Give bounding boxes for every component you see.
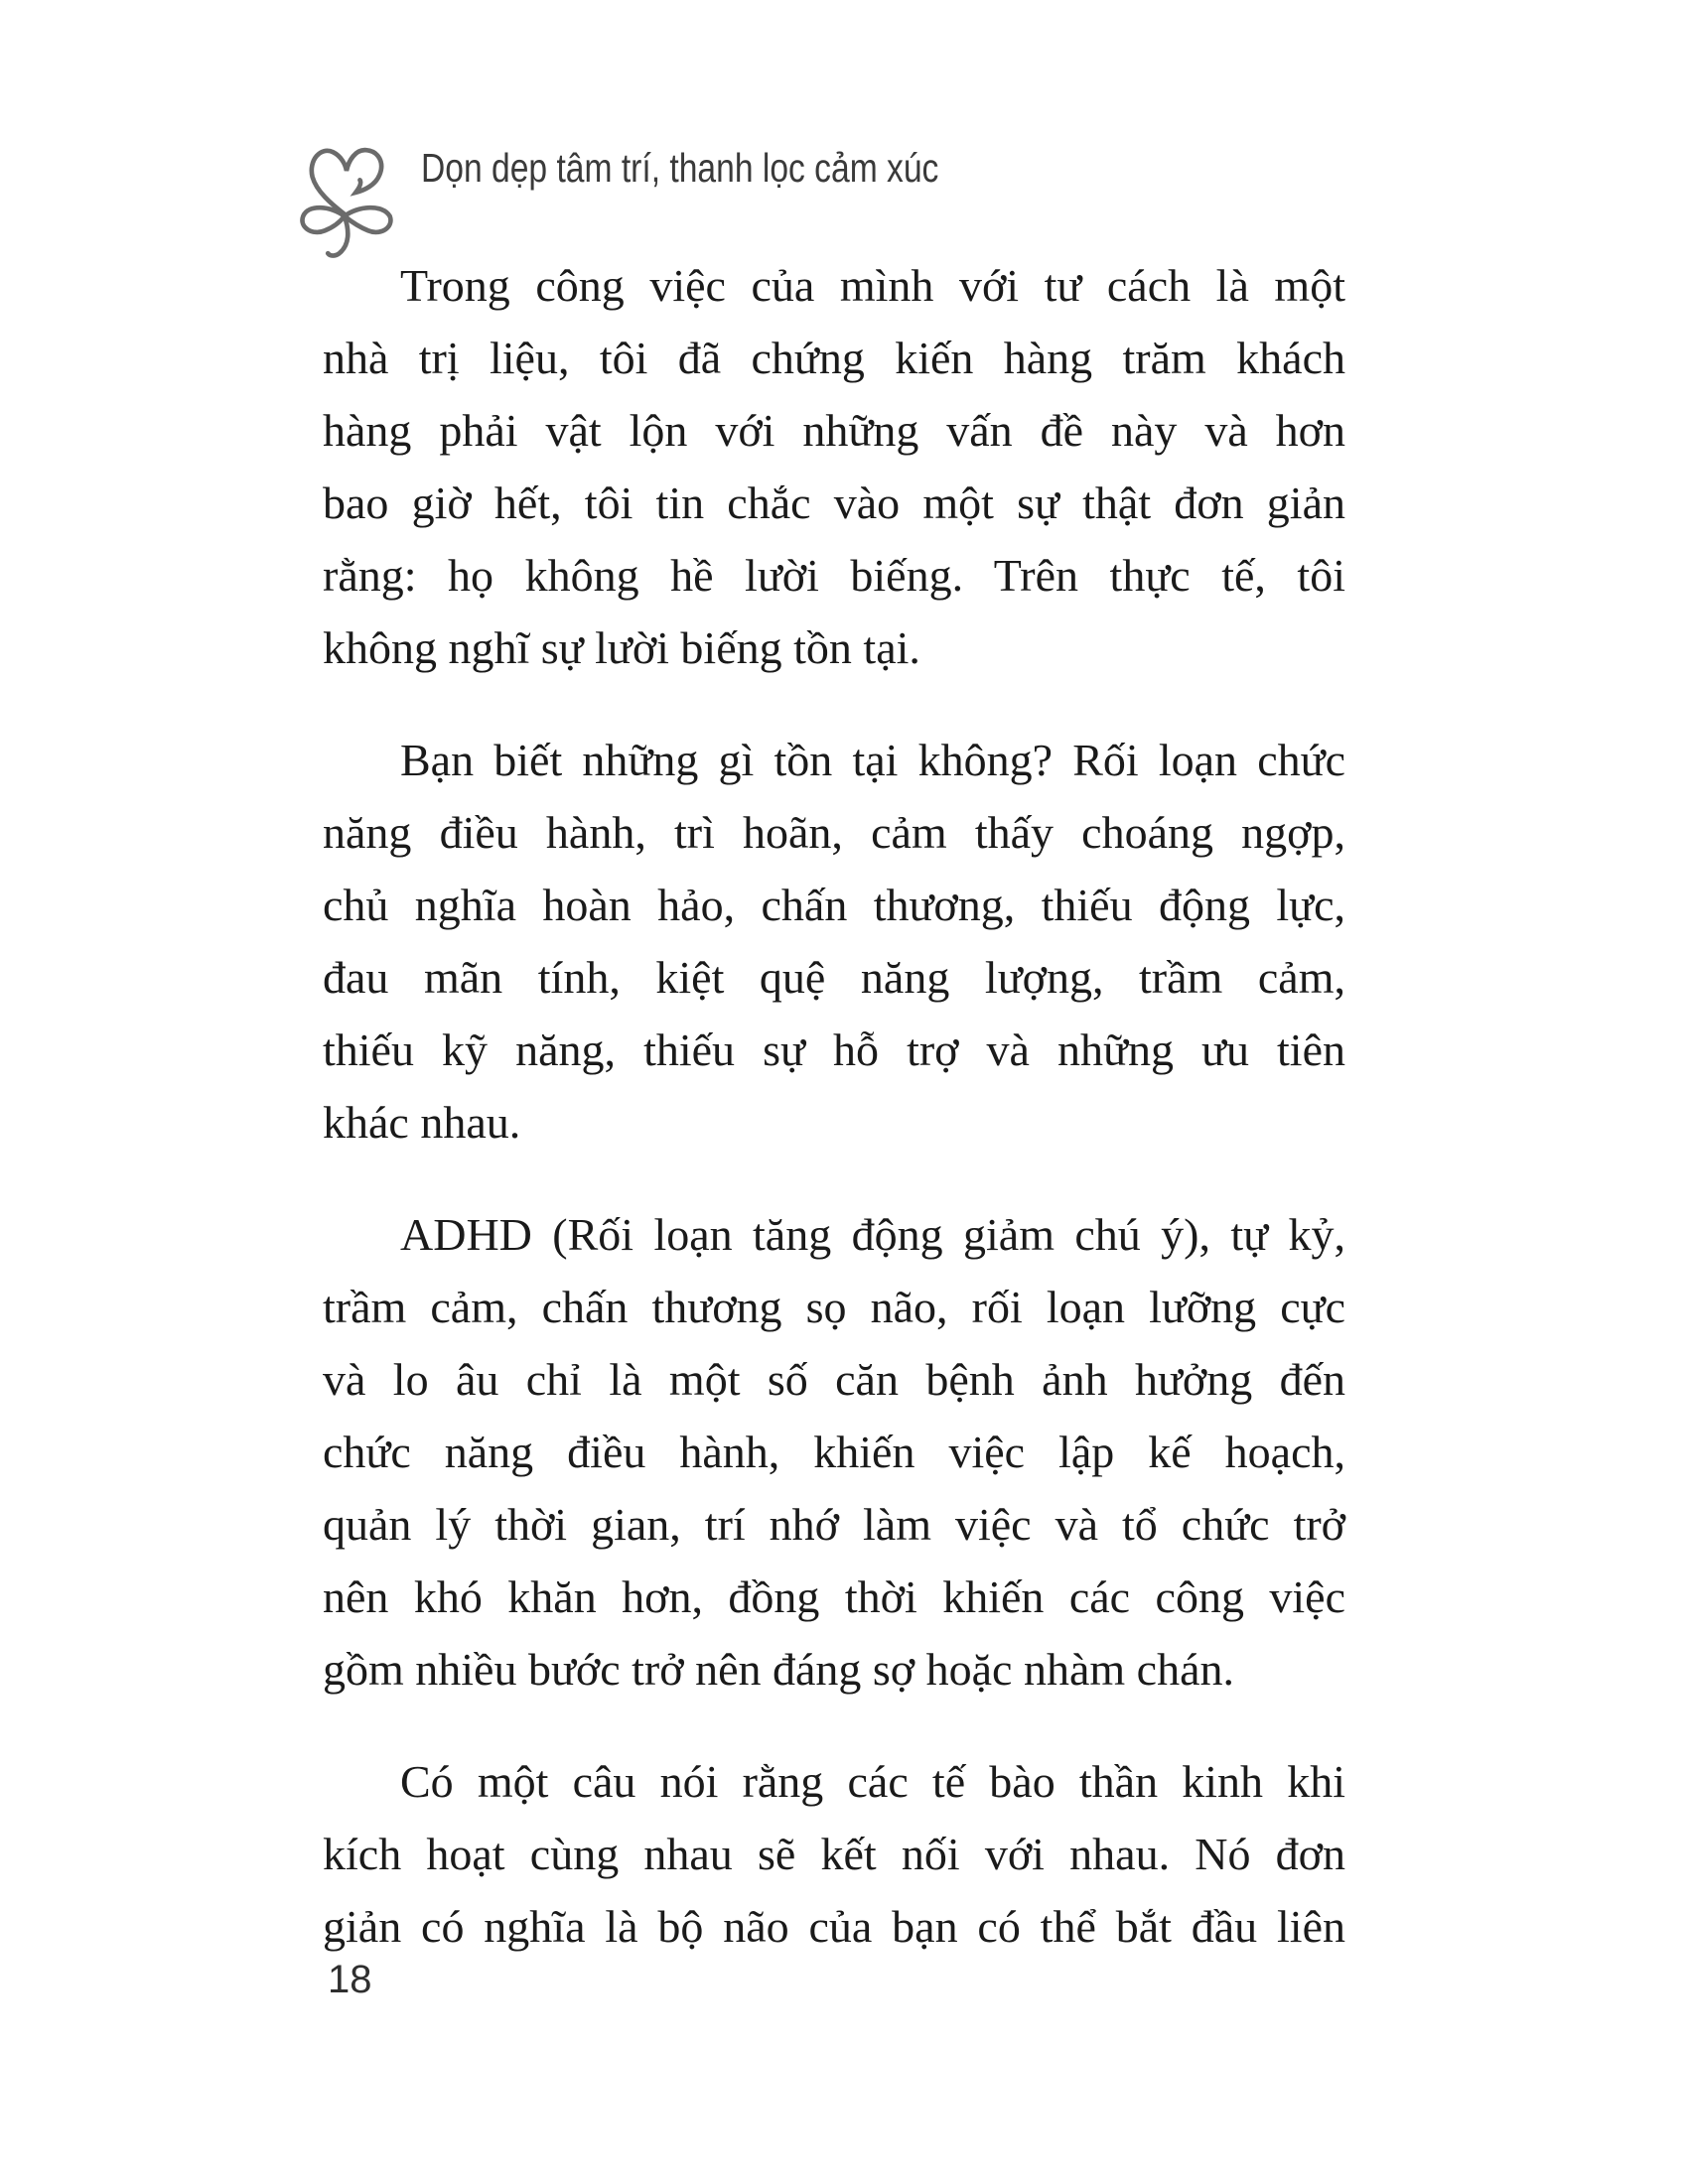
paragraph	[323, 1745, 1345, 1963]
page-body-text	[323, 249, 1345, 2002]
text-line: trầm cảm, chấn thương sọ não, rối loạn lưỡng cực	[323, 1282, 1345, 1332]
text-line: không nghĩ sự lười biếng tồn tại.	[323, 622, 920, 673]
text-line: nhà trị liệu, tôi đã chứng kiến hàng trăm khách	[323, 333, 1345, 383]
text-line: nên khó khăn hơn, đồng thời khiến các công việc	[323, 1571, 1345, 1622]
text-line: bao giờ hết, tôi tin chắc vào một sự thật đơn giản	[323, 478, 1345, 528]
text-line: rằng: họ không hề lười biếng. Trên thực tế, tôi	[323, 550, 1345, 601]
text-line: chức năng điều hành, khiến việc lập kế hoạch,	[323, 1427, 1345, 1477]
text-line: Bạn biết những gì tồn tại không? Rối loạn chức	[400, 735, 1345, 785]
heart-flower-icon	[296, 129, 399, 264]
text-line: và lo âu chỉ là một số căn bệnh ảnh hưởng đến	[323, 1354, 1345, 1405]
text-line: khác nhau.	[323, 1097, 521, 1148]
paragraph	[323, 1198, 1345, 1706]
text-line: thiếu kỹ năng, thiếu sự hỗ trợ và những ưu tiên	[323, 1024, 1345, 1075]
text-line: Có một câu nói rằng các tế bào thần kinh khi	[400, 1756, 1345, 1807]
text-line: quản lý thời gian, trí nhớ làm việc và tổ chức trở	[323, 1499, 1345, 1550]
text-line: hàng phải vật lộn với những vấn đề này và hơn	[323, 405, 1345, 456]
text-line: đau mãn tính, kiệt quệ năng lượng, trầm cảm,	[323, 952, 1345, 1003]
text-line: gồm nhiều bước trở nên đáng sợ hoặc nhàm chán.	[323, 1644, 1235, 1695]
paragraph	[323, 724, 1345, 1159]
page-number: 18	[328, 1958, 372, 2001]
text-line: chủ nghĩa hoàn hảo, chấn thương, thiếu động lực,	[323, 880, 1345, 930]
text-line: năng điều hành, trì hoãn, cảm thấy choáng ngợp,	[323, 807, 1345, 858]
text-line: ADHD (Rối loạn tăng động giảm chú ý), tự kỷ,	[400, 1209, 1345, 1260]
text-line: giản có nghĩa là bộ não của bạn có thể bắt đầu liên	[323, 1901, 1345, 1952]
text-line: Trong công việc của mình với tư cách là một	[400, 260, 1345, 311]
text-line: kích hoạt cùng nhau sẽ kết nối với nhau. Nó đơn	[323, 1829, 1345, 1879]
running-header-title: Dọn dẹp tâm trí, thanh lọc cảm xúc	[421, 145, 939, 191]
paragraph	[323, 249, 1345, 684]
